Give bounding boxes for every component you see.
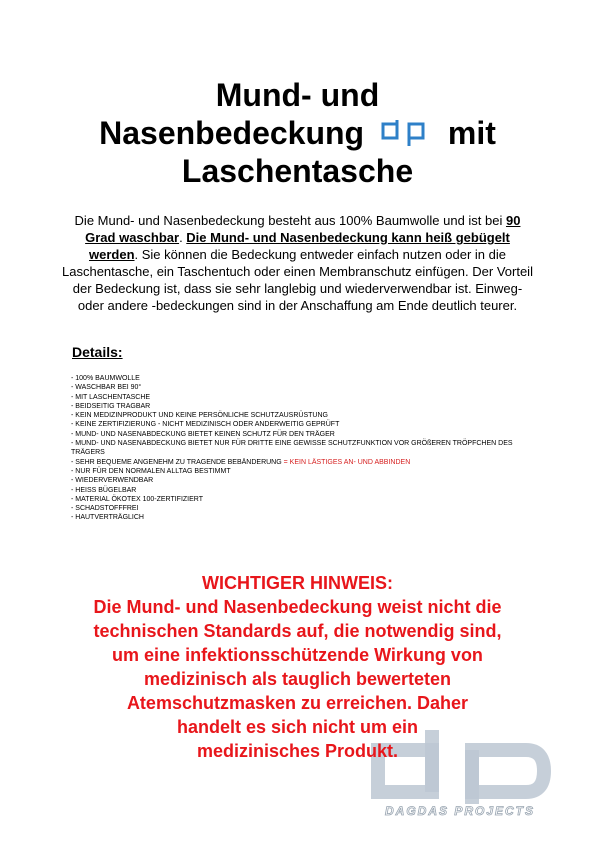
warning-notice (40, 571, 555, 763)
details-heading: Details: (72, 344, 123, 360)
list-item: - SCHADSTOFFFREI (71, 505, 139, 513)
intro-text-1: Die Mund- und Nasenbedeckung besteht aus 100% Baumwolle und ist bei (74, 213, 506, 228)
intro-paragraph (60, 212, 535, 314)
comfort-text: - SEHR BEQUEME ANGENEHM ZU TRAGENDE BEBÄNDERUNG (71, 458, 284, 466)
title-line-1: Mund- und (215, 77, 380, 113)
title-line-2-suffix: mit (447, 115, 496, 151)
notice-line: Atemschutzmasken zu erreichen. Daher (126, 693, 469, 713)
intro-text-3: . Sie können die Bedeckung entweder einfach nutzen oder in die Laschentasche, ein Taschentuch oder einen Membranschutz einfügen. Der Vorteil der Bedeckung ist, dass sie sehr langlebig und wiederverwendbar ist. Einweg- oder andere -bedeckungen sind in der Anschaffung am Ende deutlich teurer. (62, 247, 533, 313)
notice-line: medizinisch als tauglich bewerteten (143, 669, 452, 689)
title-line-2 (0, 114, 595, 152)
list-item: - MIT LASCHENTASCHE (71, 393, 151, 401)
watermark-text: DAGDAS PROJECTS (384, 804, 536, 818)
intro-bold-ironable: Die Mund- und Nasenbedeckung kann heiß gebügelt werden (89, 230, 510, 262)
list-item: - NUR FÜR DEN NORMALEN ALLTAG BESTIMMT (71, 467, 231, 475)
list-item: - MUND- UND NASENABDECKUNG BIETET KEINEN SCHUTZ FÜR DEN TRÄGER (71, 430, 335, 438)
list-item: - WASCHBAR BEI 90° (71, 384, 142, 392)
list-item: - WIEDERVERWENDBAR (71, 477, 154, 485)
dp-logo-icon (377, 118, 435, 146)
notice-line: technischen Standards auf, die notwendig sind, (93, 621, 502, 641)
list-item: - HAUTVERTRÄGLICH (71, 514, 144, 522)
title-line-3: Laschentasche (181, 153, 414, 189)
list-item-comfort (71, 458, 531, 467)
intro-text-2: . (179, 230, 187, 245)
notice-heading: WICHTIGER HINWEIS: (202, 573, 393, 593)
list-item: - KEIN MEDIZINPRODUKT UND KEINE PERSÖNLICHE SCHUTZAUSRÜSTUNG (71, 412, 328, 420)
comfort-text-highlight: = KEIN LÄSTIGES AN- UND ABBINDEN (283, 458, 411, 466)
details-list (71, 374, 531, 523)
document-title (0, 76, 595, 190)
list-item: - 100% BAUMWOLLE (71, 375, 140, 382)
notice-line: Die Mund- und Nasenbedeckung weist nicht die (93, 597, 502, 617)
list-item: - BEIDSEITIG TRAGBAR (71, 402, 151, 410)
list-item: - MUND- UND NASENABDECKUNG BIETET NUR FÜR DRITTE EINE GEWISSE SCHUTZFUNKTION VOR GRÖßEREN TRÖPFCHEN DES TRÄGERS (71, 440, 513, 457)
notice-line: handelt es sich nicht um ein (176, 717, 419, 737)
list-item: - MATERIAL ÖKOTEX 100-ZERTIFIZIERT (71, 495, 203, 503)
notice-line: medizinisches Produkt. (196, 741, 399, 761)
notice-line: um eine infektionsschützende Wirkung von (112, 645, 483, 665)
title-line-2-word: Nasenbedeckung (99, 115, 365, 151)
intro-bold-washable: 90 Grad waschbar (85, 213, 521, 245)
list-item: - HEISS BÜGELBAR (71, 486, 137, 494)
list-item: - KEINE ZERTIFIZIERUNG - NICHT MEDIZINISCH ODER ANDERWEITIG GEPRÜFT (71, 421, 340, 429)
